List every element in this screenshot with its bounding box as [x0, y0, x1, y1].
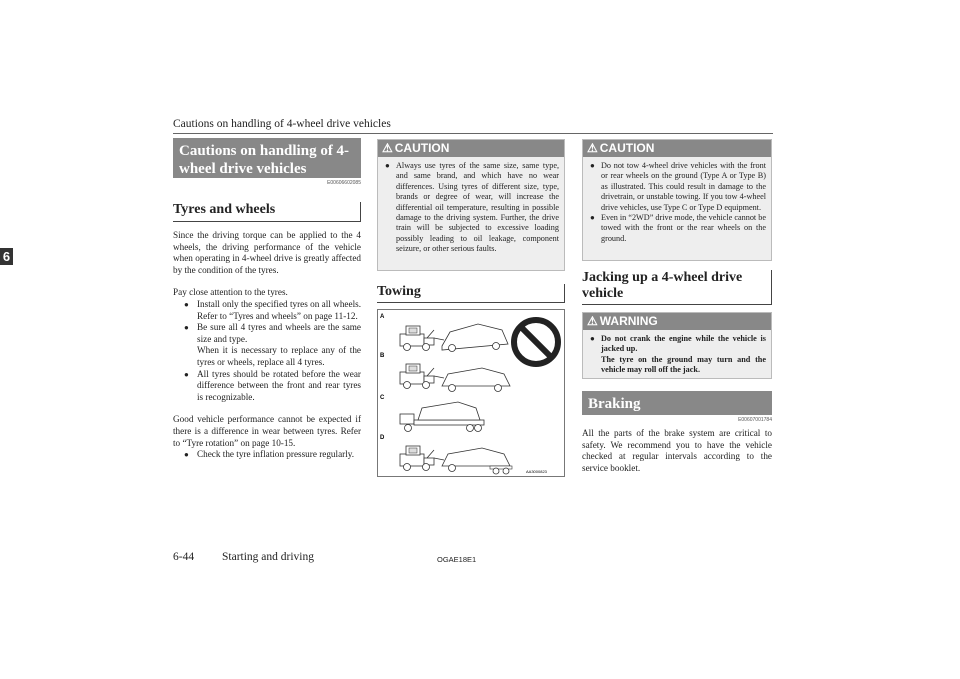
list-item: ● All tyres should be rotated before the wear difference between the front and rear tyres is recognizable. — [184, 368, 361, 402]
list-item: ● Install only the specified tyres on all wheels. Refer to “Tyres and wheels” on page 11-12. — [184, 298, 361, 321]
list-item-subtext: When it is necessary to replace any of the tyres or wheels, replace all 4 tyres. — [197, 345, 361, 367]
list-item: ● Check the tyre inflation pressure regularly. — [184, 449, 355, 460]
section-title: Cautions on handling of 4-wheel drive vehicles — [173, 138, 361, 178]
braking-code: E00607001784 — [738, 417, 772, 423]
warning-header: ⚠ WARNING — [583, 313, 771, 330]
figure-label-b: B — [380, 353, 385, 359]
bullet-icon: ● — [590, 161, 595, 170]
bullet-icon: ● — [385, 161, 390, 170]
warning-triangle-icon: ⚠ — [382, 141, 393, 155]
running-header: Cautions on handling of 4-wheel drive vehicles — [173, 118, 391, 130]
caution-header: ⚠ CAUTION — [378, 140, 564, 157]
bullet-icon: ● — [184, 369, 189, 379]
tyres-paragraph-2: Pay close attention to the tyres. — [173, 287, 288, 298]
figure-label-c: C — [380, 395, 385, 401]
list-item: ● Always use tyres of the same size, same type, and same brand, and which have no wear differences. Using tyres of different size, type, brands or degree of wear, will increase the differential oil temperature, resulting in possible damage to the driving system. Further, the drive train will be subjected to excessive loading possibly leading to oil leakage, component seizure, or other serious faults. — [385, 161, 559, 254]
section-title-braking: Braking — [582, 391, 772, 415]
bullet-icon: ● — [590, 213, 595, 223]
bullet-icon: ● — [184, 299, 189, 309]
tyres-paragraph-3: Good vehicle performance cannot be expected if there is a difference in wear between tyres. Refer to “Tyre rotation” on page 10-15. — [173, 414, 361, 448]
bullet-icon: ● — [590, 334, 595, 343]
tyres-paragraph-1: Since the driving torque can be applied to the 4 wheels, the driving performance of the vehicle when operating in 4-wheel drive is greatly affected by the condition of the tyres. — [173, 230, 361, 275]
heading-towing: Towing — [377, 284, 565, 303]
figure-label-d: D — [380, 435, 385, 441]
bullet-icon: ● — [184, 323, 189, 333]
warning-triangle-icon: ⚠ — [587, 141, 598, 155]
caution-box-tyres — [377, 139, 565, 271]
section-code: E00606602085 — [327, 180, 361, 186]
list-item: ● Be sure all 4 tyres and wheels are the same size and type. — [184, 322, 361, 344]
list-item: ● Do not crank the engine while the vehicle is jacked up. The tyre on the ground may turn and the vehicle may roll off the jack. — [590, 334, 766, 375]
footer-doc-code: OGAE18E1 — [437, 555, 477, 564]
footer-section-name: Starting and driving — [222, 551, 314, 563]
towing-figure-svg — [378, 310, 564, 476]
caution-box-towing — [582, 139, 772, 261]
heading-jacking-up: Jacking up a 4-wheel drive vehicle — [582, 270, 772, 305]
figure-label-a: A — [380, 314, 385, 320]
prohibition-icon — [514, 320, 558, 364]
heading-tyres-and-wheels: Tyres and wheels — [173, 202, 361, 222]
braking-paragraph: All the parts of the brake system are critical to safety. We recommend you to have the vehicle checked at regular intervals according to the service booklet. — [582, 428, 772, 473]
tyres-content — [173, 230, 361, 461]
bullet-icon: ● — [184, 450, 189, 460]
towing-illustration — [377, 309, 565, 477]
warning-triangle-icon: ⚠ — [587, 314, 598, 328]
figure-code: AA3000823 — [526, 469, 547, 474]
warning-box-jacking — [582, 312, 772, 379]
page-number: 6-44 — [173, 551, 195, 563]
list-item: ● Even in “2WD” drive mode, the vehicle cannot be towed with the front or the rear wheels on the ground. — [590, 213, 766, 243]
chapter-tab: 6 — [0, 248, 13, 265]
header-rule — [173, 133, 773, 134]
list-item: ● Do not tow 4-wheel drive vehicles with the front or rear wheels on the ground (Type A or Type B) as illustrated. This could result in damage to the drivetrain, or unstable towing. If you tow 4-wheel drive vehicles, use Type C or Type D equipment. — [590, 161, 766, 212]
caution-header: ⚠ CAUTION — [583, 140, 771, 157]
